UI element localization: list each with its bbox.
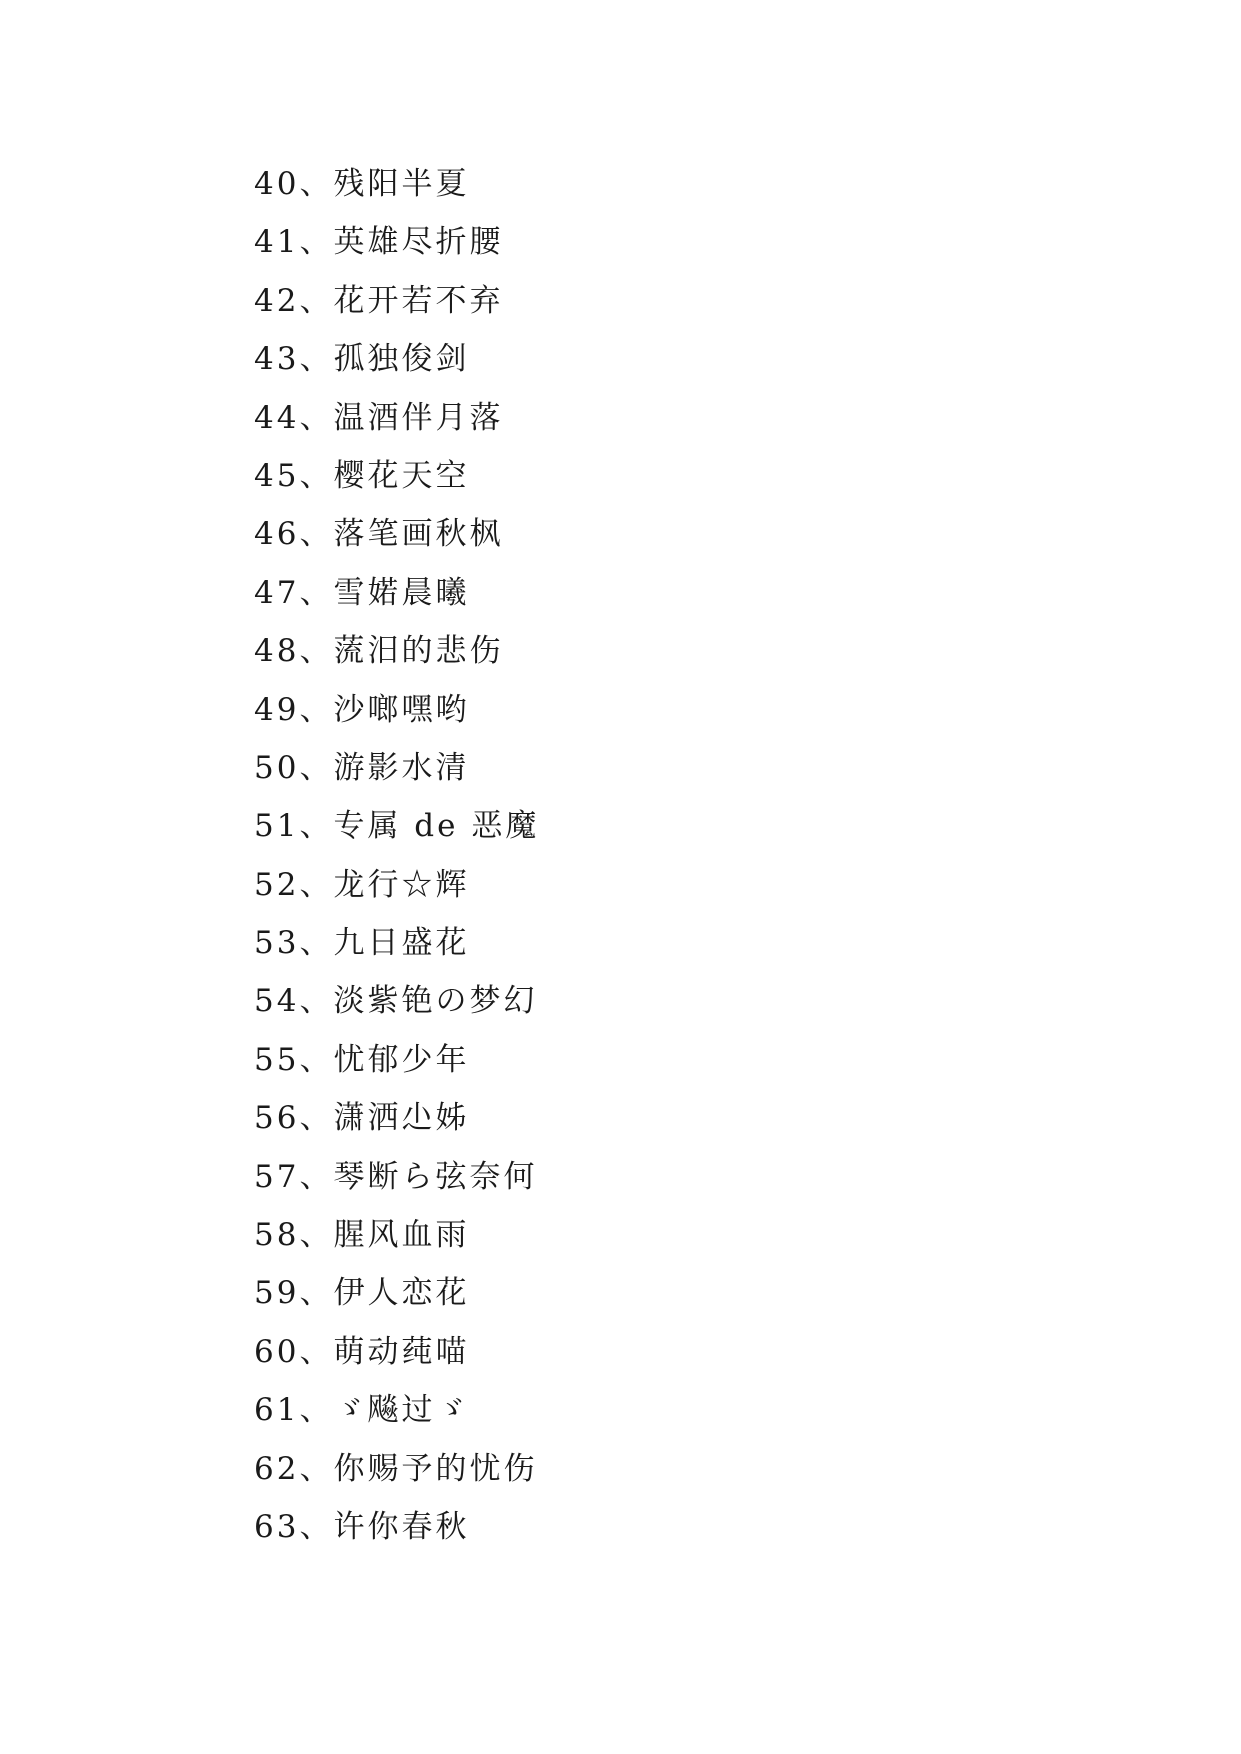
- list-item: 51、专属 de 恶魔: [254, 808, 540, 845]
- list-item: 62、你赐予的忧伤: [254, 1450, 538, 1487]
- list-item: 40、残阳半夏: [254, 166, 470, 202]
- list-item: 59、伊人恋花: [254, 1275, 470, 1312]
- list-item: 50、游影水清: [254, 749, 470, 786]
- list-item: 45、樱花天空: [254, 457, 470, 494]
- list-item: 41、英雄尽折腰: [254, 224, 504, 261]
- list-item: 61、ゞ飚过ゞ: [254, 1392, 470, 1429]
- list-item: 56、潇洒尐姊: [254, 1100, 470, 1137]
- list-item: 48、蓅汨的悲伤: [254, 633, 504, 670]
- name-list: [254, 155, 539, 1556]
- list-item: 46、落笔画秋枫: [254, 516, 504, 553]
- list-item: 44、温酒伴月落: [254, 399, 504, 436]
- list-item: 60、萌动莼喵: [254, 1333, 470, 1370]
- list-item: 47、雪婼晨曦: [254, 574, 470, 611]
- list-item: 55、忧郁少年: [254, 1041, 470, 1078]
- list-item: 52、龙行☆辉: [254, 866, 470, 903]
- list-item: 43、孤独俊剑: [254, 341, 470, 378]
- list-item: 54、淡紫铯の梦幻: [254, 983, 538, 1020]
- list-item: 42、花开若不弃: [254, 282, 504, 319]
- list-item: 57、琴断ら弦奈何: [254, 1158, 538, 1195]
- list-item: 58、腥风血雨: [254, 1217, 470, 1254]
- list-item: 63、许你春秋: [254, 1508, 470, 1545]
- list-item: 49、沙啷嘿哟: [254, 691, 470, 728]
- list-item: 53、九日盛花: [254, 925, 470, 962]
